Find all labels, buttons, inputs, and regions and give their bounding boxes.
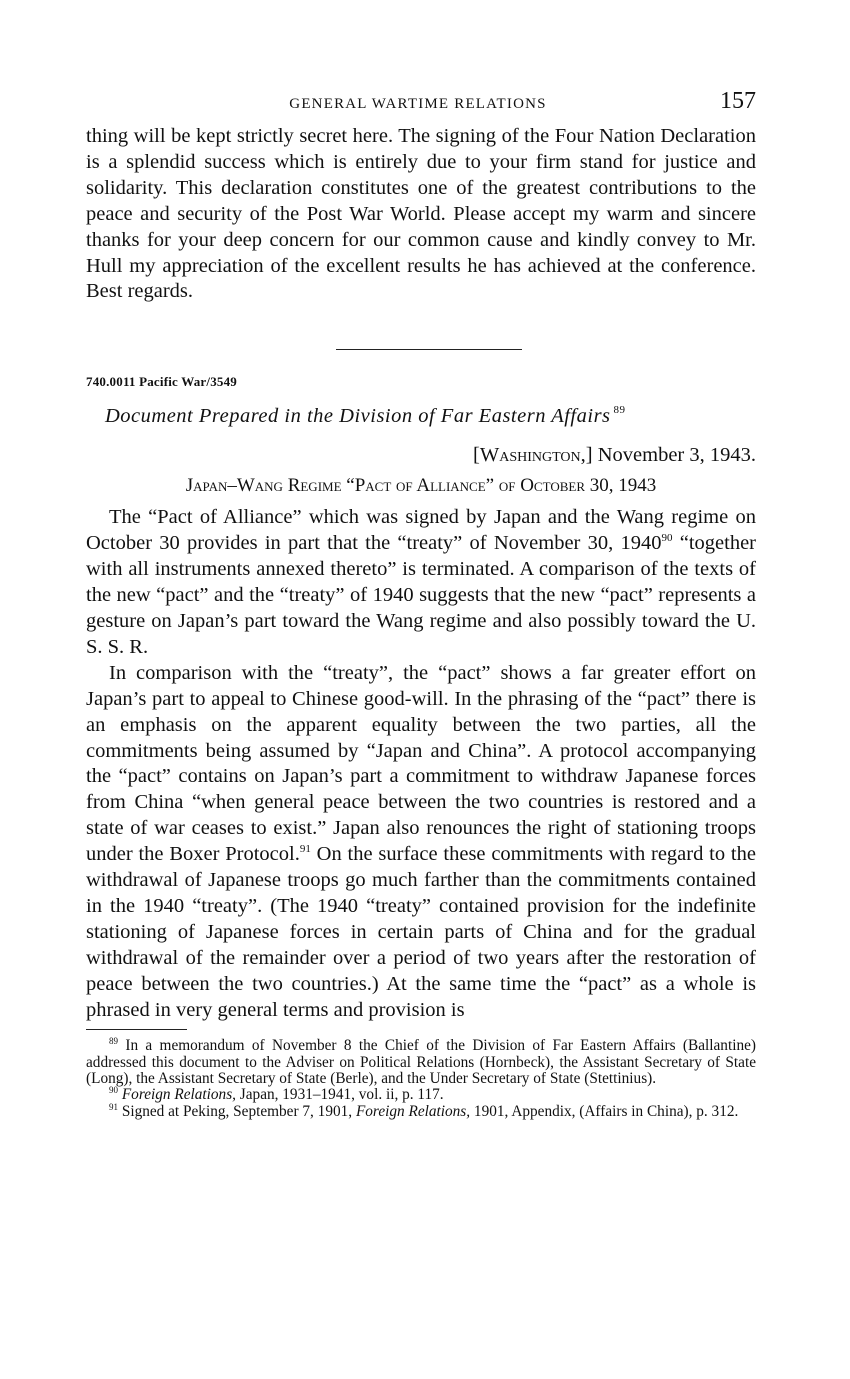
paragraph-1-part-b: “together with all instruments annexed thereto” is terminated. A comparison of the texts of the new “pact” and the “treaty” of 1940 suggests that the new “pact” represents a gesture on Japan’s part toward the Wang regime and also possibly toward the U. S. S. R. [86, 532, 756, 658]
footnote-89-mark: 89 [109, 1036, 118, 1047]
document-title-text: Document Prepared in the Division of Far Eastern Affairs [105, 405, 611, 428]
running-head [86, 88, 756, 118]
footnote-90 [86, 1087, 756, 1103]
footnote-ref-89: 89 [613, 404, 626, 417]
dateline-place: [Washington,] [473, 444, 593, 467]
section-divider [336, 349, 522, 350]
footnote-ref-90: 90 [661, 532, 673, 545]
footnote-rule [86, 1029, 187, 1030]
paragraph-2-part-a: In comparison with the “treaty”, the “pact” shows a far greater effort on Japan’s part to appeal to Chinese good-will. In the phrasing of the “pact” there is an emphasis on the apparent equality between the two parties, all the commitments being assumed by “Japan and China”. A protocol accompanying the “pact” contains on Japan’s part a commitment to withdraw Japanese forces from China “when general peace between the two countries is restored and a state of war ceases to exist.” Japan also renounces the right of stationing troops under the Boxer Protocol. [86, 661, 756, 866]
paragraph-2-part-b: On the surface these commitments with regard to the withdrawal of Japanese troops go much farther than the commitments contained in the 1940 “treaty”. (The 1940 “treaty” contained provision for the indefinite stationing of Japanese forces in certain parts of China and for the gradual withdrawal of the remainder over a period of two years after the restoration of peace between the two countries.) At the same time the “pact” as a whole is phrased in very general terms and provision is [86, 843, 756, 1021]
footnotes [86, 1038, 756, 1119]
paragraph-1-part-a: The “Pact of Alliance” which was signed by Japan and the Wang regime on October 30 provides in part that the “treaty” of November 30, 1940 [86, 506, 756, 555]
continuation-paragraph: thing will be kept strictly secret here. The signing of the Four Nation Declaration is a splendid success which is entirely due to your firm stand for justice and solidarity. This declaration constitutes one of the greatest contributions to the peace and security of the Post War World. Please accept my warm and sincere thanks for your deep concern for our common cause and kindly convey to Mr. Hull my appreciation of the excellent results he has achieved at the conference. Best regards. [86, 125, 756, 303]
document-title [86, 404, 756, 428]
footnote-90-italic: Foreign Relations, [121, 1086, 236, 1104]
footnote-ref-91: 91 [299, 843, 311, 856]
file-number: 740.0011 Pacific War/3549 [86, 374, 237, 390]
footnote-91 [86, 1101, 756, 1120]
footnote-91-pre: Signed at Peking, September 7, 1901, [121, 1102, 356, 1120]
footnote-91-italic: Foreign Relations, [355, 1102, 471, 1120]
dateline-date: November 3, 1943. [597, 444, 756, 467]
footnote-90-text: Japan, 1931–1941, vol. ii, p. 117. [235, 1086, 444, 1104]
footnote-91-mark: 91 [109, 1101, 118, 1112]
footnote-89-text: In a memorandum of November 8 the Chief of the Division of Far Eastern Affairs (Ballantine) addressed this document to the Adviser on Political Relations (Hornbeck), the Assistant Secretary of State (Long), the Assistant Secretary of State (Berle), and the Under Secretary of State (Stettinius). [86, 1037, 756, 1088]
page [86, 88, 756, 1120]
dateline [86, 444, 756, 467]
footnote-91-post: 1901, Appendix, (Affairs in China), p. 312. [470, 1102, 739, 1120]
subject-heading: Japan–Wang Regime “Pact of Alliance” of October 30, 1943 [185, 475, 657, 497]
footnote-89 [86, 1038, 756, 1087]
running-title: GENERAL WARTIME RELATIONS [289, 96, 547, 112]
page-number: 157 [720, 88, 756, 114]
body-paragraphs [86, 505, 756, 1023]
footnote-90-mark: 90 [109, 1085, 118, 1096]
paragraph-1 [86, 505, 756, 660]
paragraph-2 [86, 661, 756, 1024]
